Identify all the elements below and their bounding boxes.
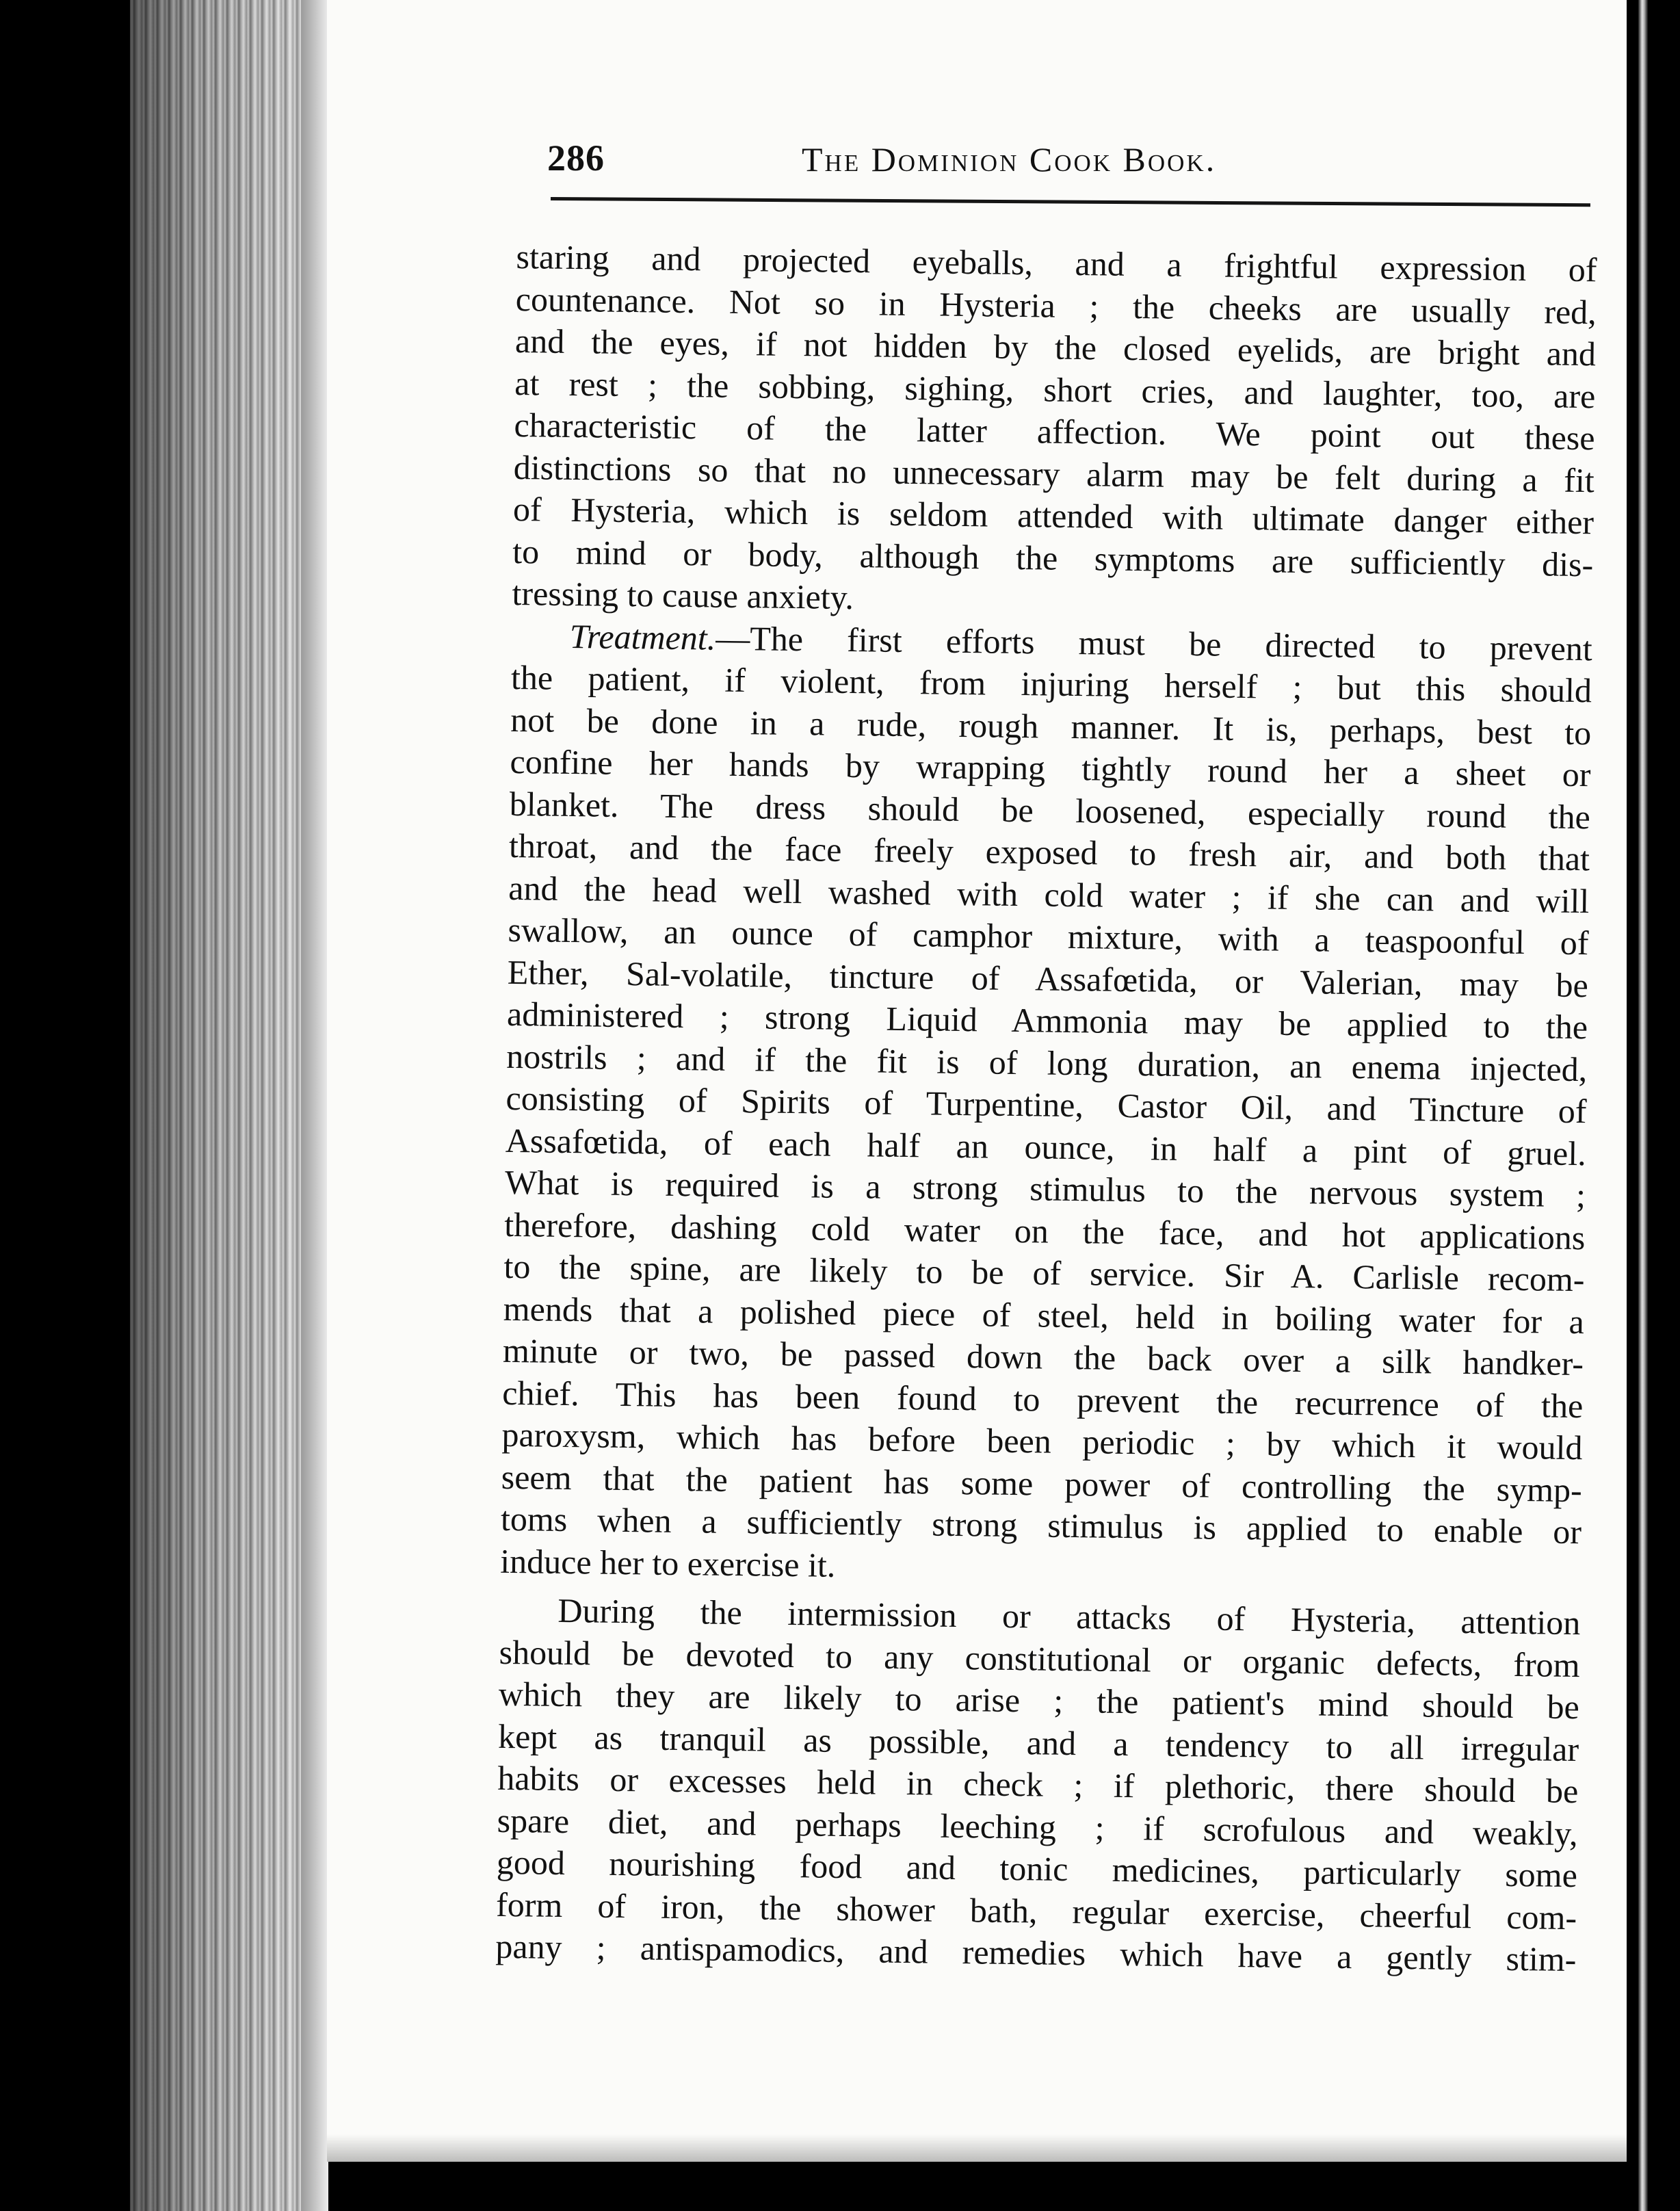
text-line: to mind or body, although the symptoms are sufficiently dis- (512, 532, 1594, 584)
text-line: throat, and the face freely exposed to fresh air, and both that (508, 826, 1590, 878)
treatment-first-line: —The first efforts must be directed to prevent (715, 618, 1593, 668)
text-line: distinctions so that no unnecessary alarm may be felt during a fit (513, 447, 1595, 499)
text-line: spare diet, and perhaps leeching ; if scrofulous and weakly, (497, 1801, 1578, 1853)
text-line: paroxysm, which has before been periodic ; by which it would (501, 1415, 1583, 1467)
text-line: kept as tranquil as possible, and a tendency to all irregular (497, 1716, 1579, 1768)
page-edge-shading (130, 0, 328, 2211)
text-line: habits or excesses held in check ; if plethoric, there should be (497, 1758, 1579, 1811)
text-line: form of iron, the shower bath, regular exercise, cheerful com- (495, 1885, 1577, 1937)
text-line: not be done in a rude, rough manner. It is, perhaps, best to (510, 700, 1592, 752)
text-line: characteristic of the latter affection. We point out these (514, 405, 1595, 458)
text-line: which they are likely to arise ; the patient's mind should be (498, 1674, 1580, 1727)
text-line: seem that the patient has some power of controlling the symp- (501, 1457, 1583, 1509)
page-number: 286 (547, 138, 605, 179)
text-line: blanket. The dress should be loosened, especially round the (509, 784, 1591, 836)
text-line: swallow, an ounce of camphor mixture, with a teaspoonful of (508, 910, 1589, 963)
text-line: should be devoted to any constitutional or organic defects, from (499, 1632, 1580, 1684)
text-line: toms when a sufficiently strong stimulus is applied to enable or (500, 1499, 1582, 1552)
text-line: During the intermission or attacks of Hysteria, attention (557, 1591, 1581, 1643)
text-line: mends that a polished piece of steel, held in boiling water for a (503, 1289, 1585, 1341)
text-line: the patient, if violent, from injuring herself ; but this should (510, 657, 1592, 710)
page-gutter (301, 0, 328, 2211)
text-line: to the spine, are likely to be of service. Sir A. Carlisle recom- (503, 1246, 1585, 1299)
text-line: good nourishing food and tonic medicines, particularly some (496, 1842, 1578, 1895)
text-line: administered ; strong Liquid Ammonia may be applied to the (506, 994, 1588, 1047)
text-line: therefore, dashing cold water on the face, and hot applications (504, 1205, 1586, 1257)
treatment-heading: Treatment. (569, 616, 716, 657)
text-line: Ether, Sal-volatile, tincture of Assafœtida, or Valerian, may be (507, 952, 1589, 1004)
text-line: minute or two, be passed down the back over a silk handker- (502, 1331, 1584, 1383)
book-title: The Dominion Cook Book. (802, 140, 1217, 179)
text-line: countenance. Not so in Hysteria ; the cheeks are usually red, (515, 279, 1597, 331)
paragraph-treatment (500, 614, 1592, 1595)
text-line: tressing to cause anxiety. (512, 573, 854, 617)
text-line: nostrils ; and if the fit is of long duration, an enema injected, (506, 1036, 1588, 1088)
text-line: consisting of Spirits of Turpentine, Castor Oil, and Tincture of (506, 1078, 1587, 1131)
text-line: Assafœtida, of each half an ounce, in half a pint of gruel. (505, 1121, 1587, 1173)
body-text (495, 236, 1597, 1981)
text-line: induce her to exercise it. (499, 1541, 836, 1584)
text-line: What is required is a strong stimulus to the nervous system ; (504, 1162, 1586, 1215)
running-head (547, 137, 1334, 185)
text-line: chief. This has been found to prevent the recurrence of the (502, 1373, 1584, 1425)
page-bottom-shadow (327, 2134, 1627, 2162)
text-line: at rest ; the sobbing, sighing, short cries, and laughter, too, are (514, 363, 1596, 415)
text-line: and the head well washed with cold water ; if she can and will (508, 868, 1590, 920)
facing-page-edge (1638, 0, 1648, 2211)
text-line: of Hysteria, which is seldom attended with ultimate danger either (512, 489, 1594, 542)
paragraph-intermission (495, 1589, 1581, 1981)
text-line: confine her hands by wrapping tightly round her a sheet or (510, 742, 1591, 794)
paragraph-hysteria-symptoms (512, 236, 1597, 628)
text-line: and the eyes, if not hidden by the closed eyelids, are bright and (514, 321, 1597, 374)
text-line: pany ; antispamodics, and remedies which have a gently stim- (495, 1926, 1577, 1979)
text-line: staring and projected eyeballs, and a frightful expression of (516, 237, 1597, 289)
